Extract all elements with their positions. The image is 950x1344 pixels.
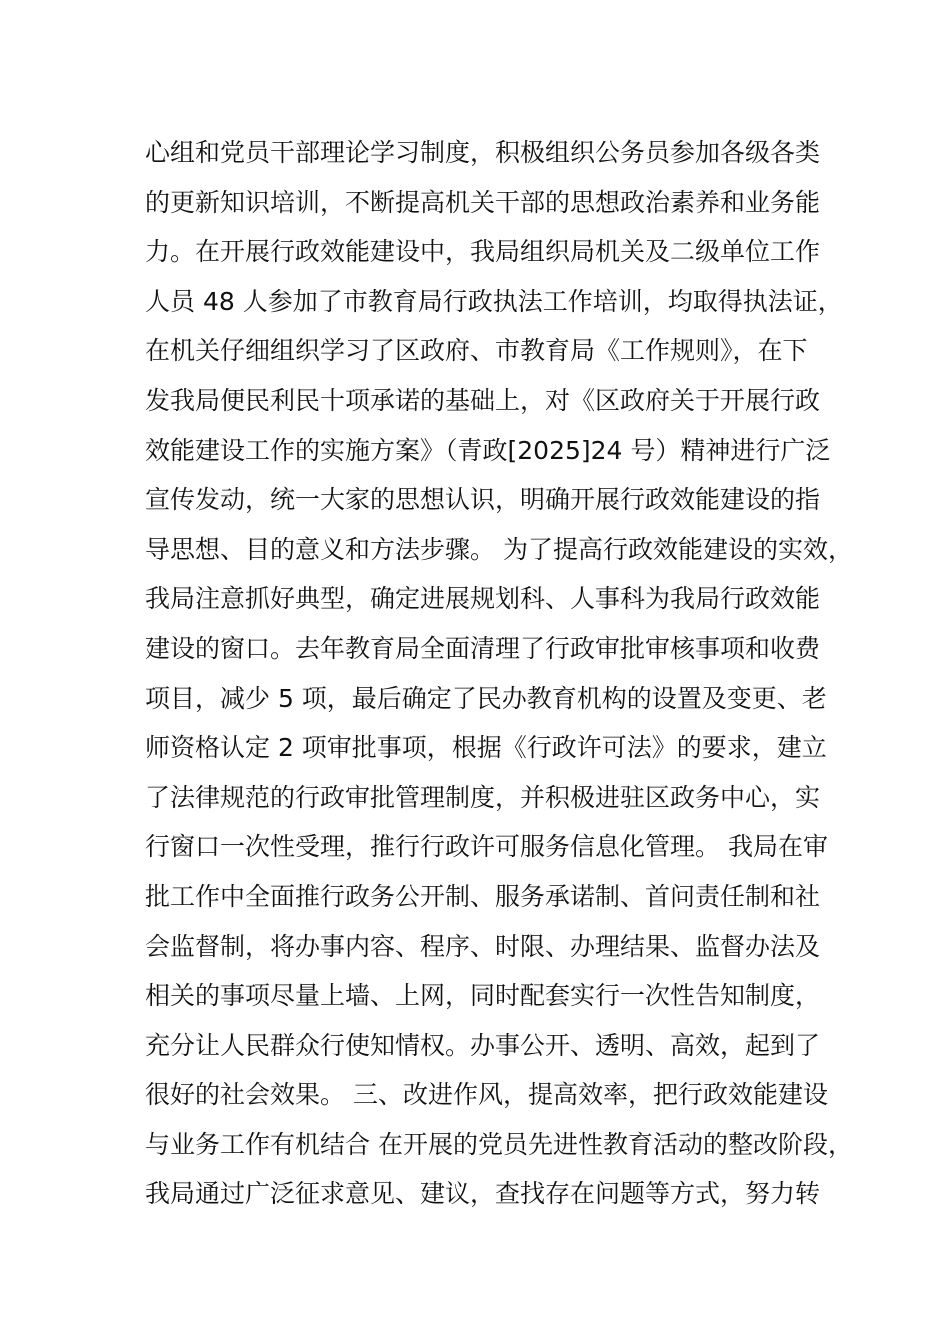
text-line-7: 效能建设工作的实施方案》（青政[2025]24 号）精神进行广泛 [145,435,831,465]
text-line-21: 与业务工作有机结合 在开展的党员先进性教育活动的整改阶段， [145,1129,853,1159]
text-line-13: 师资格认定 2 项审批事项，根据《行政许可法》的要求，建立 [145,733,827,763]
text-line-22: 我局通过广泛征求意见、建议，查找存在问题等方式，努力转 [145,1179,821,1209]
text-line-2: 的更新知识培训，不断提高机关干部的思想政治素养和业务能 [145,187,821,217]
text-line-12: 项目，减少 5 项，最后确定了民办教育机构的设置及变更、老 [145,683,827,713]
text-line-18: 相关的事项尽量上墙、上网，同时配套实行一次性告知制度， [145,981,821,1011]
text-line-9: 导思想、目的意义和方法步骤。 为了提高行政效能建设的实效， [145,534,853,564]
text-line-5: 在机关仔细组织学习了区政府、市教育局《工作规则》，在下 [145,336,808,366]
text-line-3: 力。在开展行政效能建设中，我局组织局机关及二级单位工作 [145,237,821,267]
text-line-16: 批工作中全面推行政务公开制、服务承诺制、首问责任制和社 [145,881,821,911]
text-line-19: 充分让人民群众行使知情权。办事公开、透明、高效，起到了 [145,1030,821,1060]
body-text [145,128,853,1219]
text-line-6: 发我局便民利民十项承诺的基础上，对《区政府关于开展行政 [145,385,821,415]
text-line-11: 建设的窗口。去年教育局全面清理了行政审批审核事项和收费 [145,633,821,663]
text-line-4: 人员 48 人参加了市教育局行政执法工作培训，均取得执法证， [145,286,843,316]
text-line-1: 心组和党员干部理论学习制度，积极组织公务员参加各级各类 [145,138,821,167]
text-line-20: 很好的社会效果。 三、改进作风，提高效率，把行政效能建设 [145,1080,828,1110]
text-line-15: 行窗口一次性受理，推行行政许可服务信息化管理。 我局在审 [145,832,828,862]
text-line-8: 宣传发动，统一大家的思想认识，明确开展行政效能建设的指 [145,485,821,515]
text-line-10: 我局注意抓好典型，确定进展规划科、人事科为我局行政效能 [145,584,821,614]
text-line-14: 了法律规范的行政审批管理制度，并积极进驻区政务中心，实 [145,782,821,812]
text-line-17: 会监督制，将办事内容、程序、时限、办理结果、监督办法及 [145,931,821,961]
